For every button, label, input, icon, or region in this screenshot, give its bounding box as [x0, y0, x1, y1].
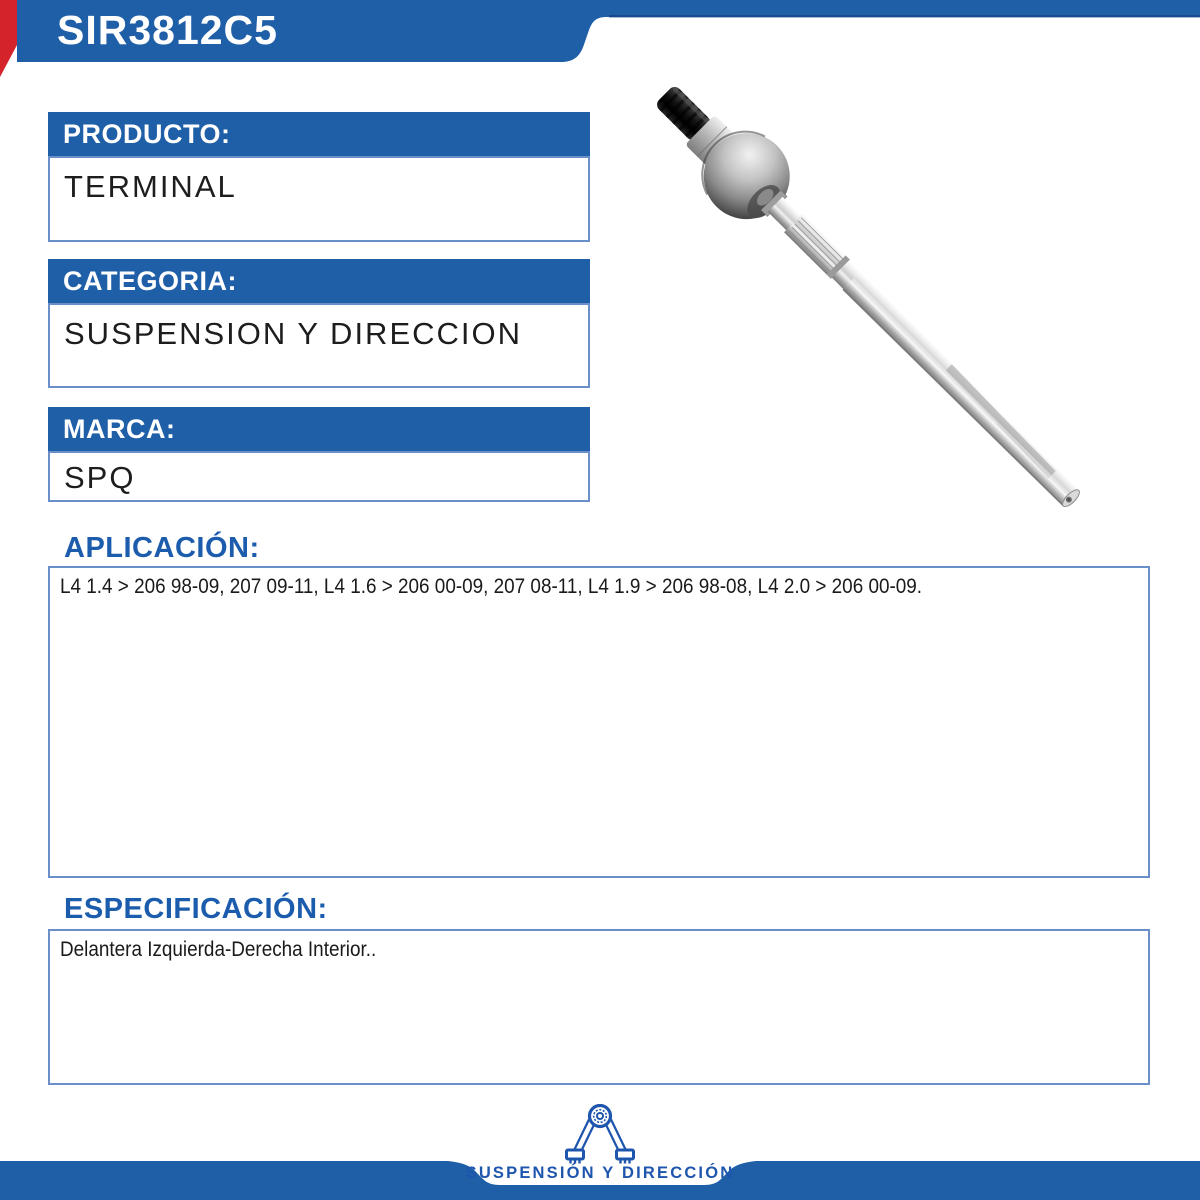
product-photo	[630, 60, 1130, 520]
especificacion-box	[48, 929, 1150, 1085]
marca-value-box	[48, 451, 590, 502]
page-title: SIR3812C5	[57, 7, 278, 53]
aplicacion-box	[48, 566, 1150, 878]
marca-value: SPQ	[64, 460, 136, 495]
aplicacion-heading: APLICACIÓN:	[64, 532, 260, 564]
categoria-label-bar: CATEGORIA:	[48, 259, 590, 303]
categoria-value: SUSPENSION Y DIRECCION	[64, 316, 523, 351]
red-ribbon-accent	[0, 0, 17, 77]
categoria-value-box	[48, 303, 590, 388]
aplicacion-text: L4 1.4 > 206 98-09, 207 09-11, L4 1.6 > 206 00-09, 207 08-11, L4 1.9 > 206 98-08, L4 2.0 > 206 00-09.	[60, 575, 923, 598]
producto-value: TERMINAL	[64, 169, 237, 204]
especificacion-heading: ESPECIFICACIÓN:	[64, 893, 328, 925]
producto-value-box	[48, 156, 590, 242]
footer-logo-text: SUSPENSIÓN Y DIRECCIÓN	[465, 1164, 735, 1182]
control-arm-icon	[550, 1100, 650, 1164]
marca-label-bar: MARCA:	[48, 407, 590, 451]
especificacion-text: Delantera Izquierda-Derecha Interior..	[60, 938, 377, 961]
producto-label-bar: PRODUCTO:	[48, 112, 590, 156]
